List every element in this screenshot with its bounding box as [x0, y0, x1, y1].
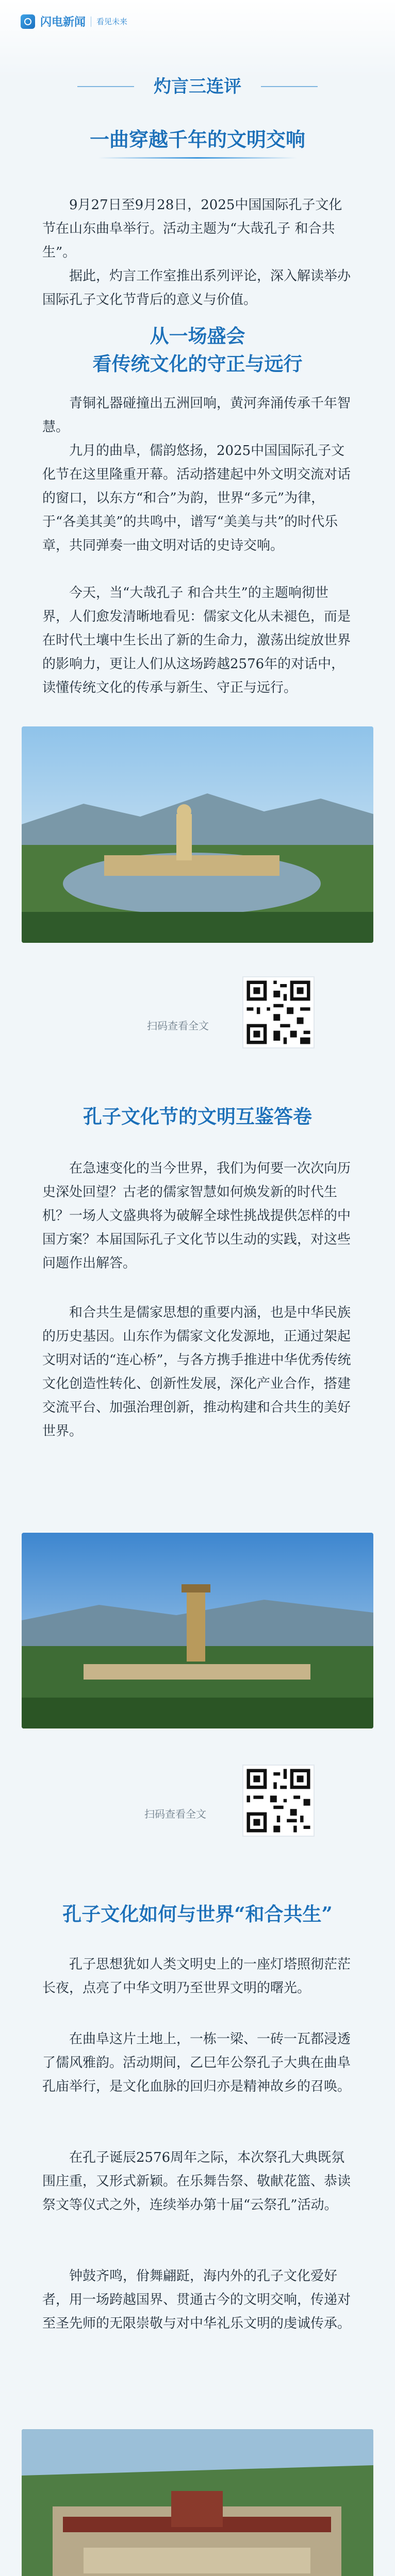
lightning-logo-icon [21, 14, 35, 29]
body-paragraph: 青铜礼器碰撞出五洲回响，黄河奔涌传承千年智慧。 [42, 396, 351, 435]
section-title-line: 看传统文化的守正与远行 [92, 352, 303, 375]
divider [261, 86, 318, 87]
section-title-line: 孔子文化如何与世界“和合共生” [62, 1903, 333, 1925]
qr-code[interactable] [242, 976, 315, 1048]
brand-name: 闪电新闻 [40, 15, 86, 28]
body-paragraph: 在曲阜这片土地上，一栋一梁、一砖一瓦都浸透了儒风雅韵。活动期间，乙巳年公祭孔子大典在曲阜孔庙举行，是文化血脉的回归亦是精神故乡的召唤。 [42, 2031, 351, 2094]
qr-caption: 扫码查看全文 [147, 1021, 209, 1032]
photo-temple-complex [22, 1533, 373, 1728]
section-title [31, 322, 364, 378]
brand-slogan: 看见未来 [96, 18, 128, 26]
qr-code[interactable] [242, 1765, 315, 1837]
qr-code-icon [243, 977, 314, 1047]
qr-code-icon [243, 1766, 314, 1836]
body-paragraph: 今天，当“大哉孔子 和合共生”的主题响彻世界，人们愈发清晰地看见：儒家文化从未褪色，而是在时代土壤中生长出了新的生命力，激荡出绽放世界的影响力，更让人们从这场跨越2576年的对话中，读懂传统文化的传承与新生、守正与远行。 [42, 585, 351, 696]
qr-row [0, 976, 395, 1064]
section-title [31, 1900, 364, 1928]
photo-sculpture-park [22, 726, 373, 943]
body-paragraph: 九月的曲阜，儒韵悠扬，2025中国国际孔子文化节在这里隆重开幕。活动搭建起中外文明交流对话的窗口，以东方“和合”为韵，世界“多元”为律，于“各美其美”的共鸣中，谱写“美美与共”的时代乐章，共同弹奏一曲文明对话的史诗交响。 [42, 443, 351, 553]
section-title-line: 从一场盛会 [150, 325, 245, 347]
body-paragraph: 和合共生是儒家思想的重要内涵，也是中华民族的历史基因。山东作为儒家文化发源地，正通过架起文明对话的“连心桥”，与各方携手推进中华优秀传统文化创造性转化、创新性发展，深化产业合作，搭建交流平台、加强治理创新，推动构建和合共生的美好世界。 [42, 1305, 351, 1439]
page-title: 一曲穿越千年的文明交响 [89, 128, 305, 151]
divider [77, 86, 134, 87]
intro-paragraph: 9月27日至9月28日，2025中国国际孔子文化节在山东曲阜举行。活动主题为“大哉孔子 和合共生”。 [42, 197, 342, 260]
title-underline [98, 157, 297, 159]
section-title-line: 孔子文化节的文明互鉴答卷 [83, 1105, 312, 1128]
section-title [31, 1103, 364, 1130]
qr-row [0, 1765, 395, 1852]
series-tag: 灼言三连评 [154, 76, 241, 97]
header [0, 0, 395, 77]
qr-caption: 扫码查看全文 [144, 1809, 206, 1820]
body-paragraph: 孔子思想犹如人类文明史上的一座灯塔照彻茫茫长夜，点亮了中华文明乃至世界文明的曙光。 [42, 1957, 351, 1996]
photo-aerial-courtyard [22, 2429, 373, 2576]
body-paragraph: 在急速变化的当今世界，我们为何要一次次向历史深处回望？古老的儒家智慧如何焕发新的时代生机？一场人文盛典将为破解全球性挑战提供怎样的中国方案？本届国际孔子文化节以生动的实践，对这些问题作出解答。 [42, 1161, 351, 1271]
body-paragraph: 在孔子诞辰2576周年之际，本次祭孔大典既氛围庄重，又形式新颖。在乐舞告祭、敬献花篮、恭读祭文等仪式之外，连续举办第十届“云祭孔”活动。 [42, 2150, 351, 2213]
body-paragraph: 钟鼓齐鸣，佾舞翩跹，海内外的孔子文化爱好者，用一场跨越国界、贯通古今的文明交响，传递对至圣先师的无限崇敬与对中华礼乐文明的虔诚传承。 [42, 2268, 351, 2331]
intro-paragraph: 据此，灼言工作室推出系列评论，深入解读举办国际孔子文化节背后的意义与价值。 [42, 268, 351, 308]
brand-logo [21, 13, 127, 29]
series-title-block [77, 72, 318, 180]
